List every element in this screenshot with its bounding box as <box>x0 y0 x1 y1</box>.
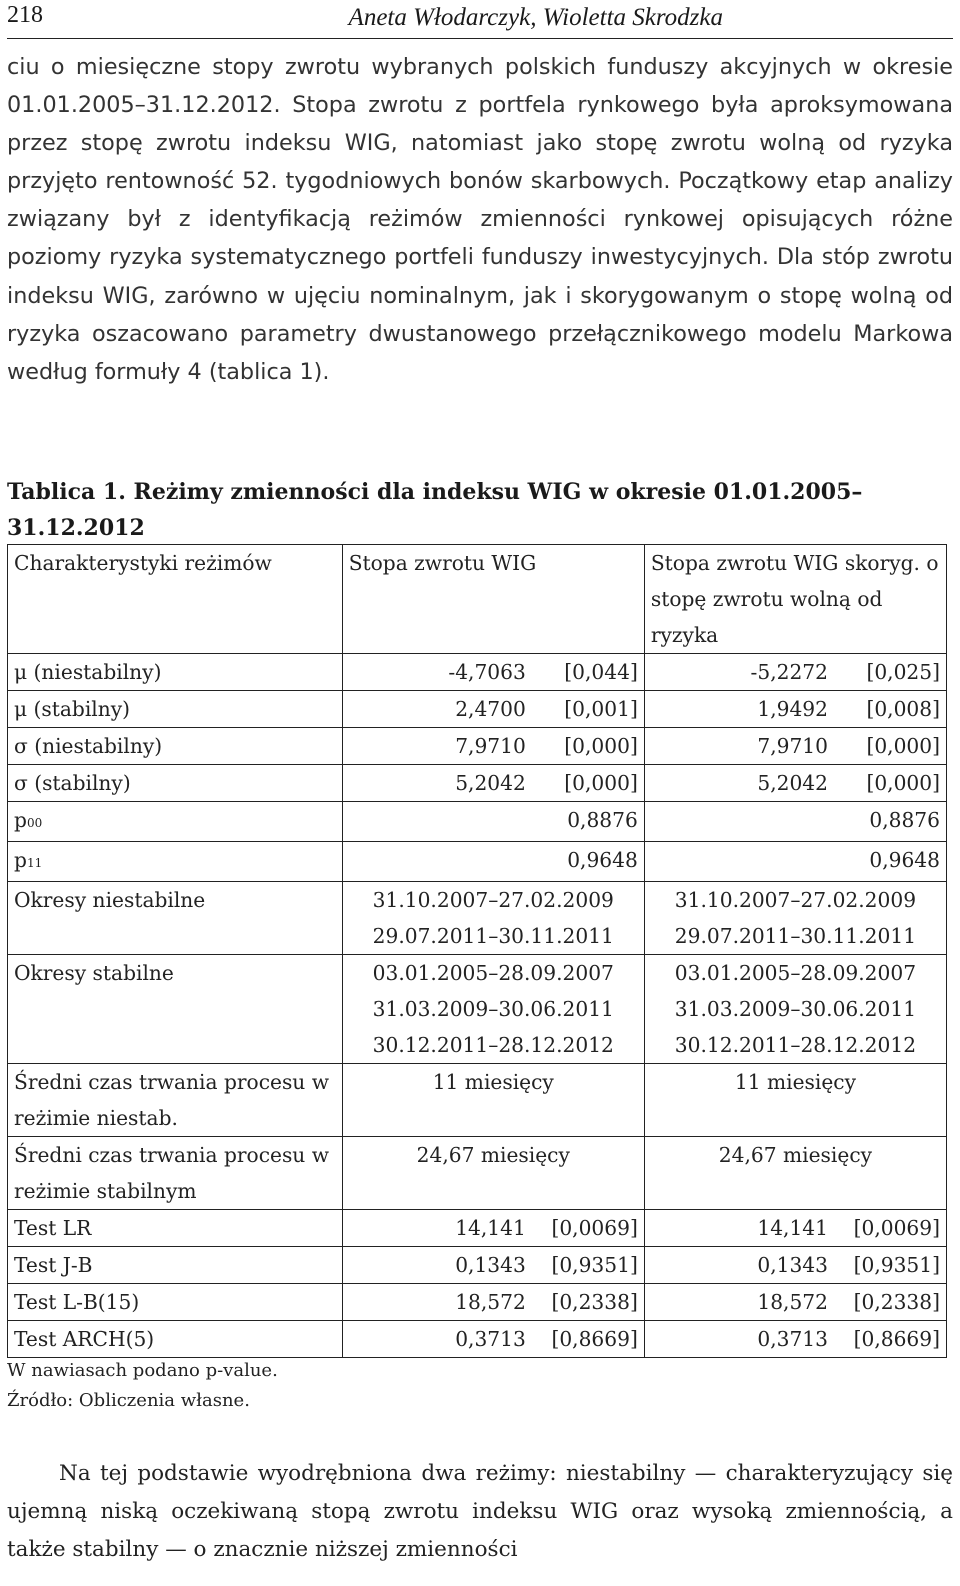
row-label: Test J-B <box>8 1247 343 1284</box>
table-notes <box>7 1356 278 1416</box>
p-value: [0,2338] <box>853 1290 940 1314</box>
row-label: σ (niestabilny) <box>8 728 343 765</box>
cell-value <box>342 1210 644 1247</box>
cell-periods <box>342 955 644 1064</box>
label-subscript: 00 <box>26 816 43 830</box>
cell-value <box>644 1321 946 1358</box>
row-label: Średni czas trwania procesu w reżimie stabilnym <box>8 1137 343 1210</box>
statistic: 0,3713 <box>757 1327 828 1351</box>
cell-value <box>342 1321 644 1358</box>
statistic: 0,1343 <box>757 1253 828 1277</box>
running-head-authors: Aneta Włodarczyk, Wioletta Skrodzka <box>348 4 723 31</box>
table-row-test <box>8 1210 947 1247</box>
row-label: Okresy stabilne <box>8 955 343 1064</box>
cell-value <box>644 1247 946 1284</box>
period: 31.10.2007–27.02.2009 <box>372 888 614 912</box>
estimate: -5,2272 <box>750 660 828 684</box>
period: 29.07.2011–30.11.2011 <box>674 924 917 948</box>
cell-value <box>644 1210 946 1247</box>
table-header-row <box>8 545 947 654</box>
row-label: Średni czas trwania procesu w reżimie niestab. <box>8 1064 343 1137</box>
p-value: [0,0069] <box>853 1216 940 1240</box>
p-value: [0,008] <box>866 697 940 721</box>
label-subscript: 11 <box>26 856 43 870</box>
period: 31.03.2009–30.06.2011 <box>372 997 614 1021</box>
p-value: [0,9351] <box>853 1253 940 1277</box>
period: 03.01.2005–28.09.2007 <box>372 961 614 985</box>
p-value: [0,8669] <box>853 1327 940 1351</box>
p-value: [0,0069] <box>551 1216 638 1240</box>
estimate: 1,9492 <box>757 697 828 721</box>
table-row-periods-unstable <box>8 882 947 955</box>
p-value: [0,8669] <box>551 1327 638 1351</box>
row-label: μ (niestabilny) <box>8 654 343 691</box>
label-symbol: p <box>14 848 27 872</box>
statistic: 18,572 <box>757 1290 828 1314</box>
p-value: [0,000] <box>866 734 940 758</box>
header-wig-adjusted-return: Stopa zwrotu WIG skoryg. o stopę zwrotu wolną od ryzyka <box>644 545 946 654</box>
estimate: -4,7063 <box>448 660 526 684</box>
row-label: Test LR <box>8 1210 343 1247</box>
table-row-test <box>8 1284 947 1321</box>
row-label: Test ARCH(5) <box>8 1321 343 1358</box>
table-row <box>8 802 947 842</box>
cell-value <box>644 654 946 691</box>
paragraph-text: Na tej podstawie wyodrębniona dwa reżimy: niestabilny — charakteryzujący się ujemną niską oczekiwaną stopą zwrotu indeksu WIG oraz wysoką zmiennością, a także stabilny — o znacznie niższej zmienności <box>7 1461 953 1562</box>
row-label: μ (stabilny) <box>8 691 343 728</box>
p-value: [0,2338] <box>551 1290 638 1314</box>
header-characteristics: Charakterystyki reżimów <box>8 545 343 654</box>
cell-periods <box>342 882 644 955</box>
statistic: 14,141 <box>757 1216 828 1240</box>
estimate: 7,9710 <box>757 734 828 758</box>
row-label <box>8 842 343 882</box>
cell-value <box>644 1284 946 1321</box>
estimate: 0,9648 <box>869 848 940 872</box>
period: 31.03.2009–30.06.2011 <box>674 997 917 1021</box>
statistic: 0,3713 <box>455 1327 526 1351</box>
cell-periods <box>644 955 946 1064</box>
period: 30.12.2011–28.12.2012 <box>674 1033 917 1057</box>
table-row <box>8 842 947 882</box>
estimate: 5,2042 <box>455 771 526 795</box>
estimate: 2,4700 <box>455 697 526 721</box>
table-row-duration-stable <box>8 1137 947 1210</box>
regimes-table <box>7 544 947 1358</box>
row-label: Test L-B(15) <box>8 1284 343 1321</box>
table-row <box>8 765 947 802</box>
p-value: [0,9351] <box>551 1253 638 1277</box>
estimate: 7,9710 <box>455 734 526 758</box>
table-row-periods-stable <box>8 955 947 1064</box>
page-header <box>7 0 953 39</box>
cell-periods <box>644 882 946 955</box>
cell-value <box>342 1247 644 1284</box>
table-row-test <box>8 1321 947 1358</box>
period: 30.12.2011–28.12.2012 <box>372 1033 614 1057</box>
cell-value <box>644 802 946 842</box>
header-wig-return: Stopa zwrotu WIG <box>342 545 644 654</box>
period: 29.07.2011–30.11.2011 <box>372 924 614 948</box>
estimate: 0,9648 <box>567 848 638 872</box>
row-label: σ (stabilny) <box>8 765 343 802</box>
cell-duration: 11 miesięcy <box>342 1064 644 1137</box>
p-value: [0,044] <box>564 660 638 684</box>
statistic: 0,1343 <box>455 1253 526 1277</box>
estimate: 5,2042 <box>757 771 828 795</box>
row-label: Okresy niestabilne <box>8 882 343 955</box>
pvalue-note: W nawiasach podano p-value. <box>7 1360 278 1381</box>
cell-value <box>644 728 946 765</box>
cell-duration: 11 miesięcy <box>644 1064 946 1137</box>
p-value: [0,000] <box>564 734 638 758</box>
p-value: [0,025] <box>866 660 940 684</box>
body-paragraph-top: ciu o miesięczne stopy zwrotu wybranych polskich funduszy akcyjnych w okresie 01.01.2005–31.12.2012. Stopa zwrotu z portfela rynkowego była aproksymowana przez stopę zwrotu indeksu WIG, natomiast jako stopę zwrotu wolną od ryzyka przyjęto rentowność 52. tygodniowych bonów skarbowych. Początkowy etap analizy związany był z identyfikacją reżimów zmienności rynkowej opisujących różne poziomy ryzyka systematycznego portfeli funduszy inwestycyjnych. Dla stóp zwrotu indeksu WIG, zarówno w ujęciu nominalnym, jak i skorygowanym o stopę wolną od ryzyka oszacowano parametry dwustanowego przełącznikowego modelu Markowa według formuły 4 (tablica 1). <box>7 54 953 385</box>
period: 31.10.2007–27.02.2009 <box>674 888 917 912</box>
p-value: [0,000] <box>564 771 638 795</box>
estimate: 0,8876 <box>567 808 638 832</box>
cell-value <box>644 691 946 728</box>
cell-value <box>342 1284 644 1321</box>
p-value: [0,001] <box>564 697 638 721</box>
row-label <box>8 802 343 842</box>
cell-value <box>644 765 946 802</box>
cell-value <box>342 654 644 691</box>
cell-value <box>342 728 644 765</box>
statistic: 18,572 <box>455 1290 526 1314</box>
table-row <box>8 728 947 765</box>
label-symbol: p <box>14 808 27 832</box>
table-row-duration-unstable <box>8 1064 947 1137</box>
cell-value <box>342 802 644 842</box>
cell-duration: 24,67 miesięcy <box>644 1137 946 1210</box>
period: 03.01.2005–28.09.2007 <box>674 961 917 985</box>
table-row <box>8 654 947 691</box>
source-note: Źródło: Obliczenia własne. <box>7 1390 250 1411</box>
statistic: 14,141 <box>455 1216 526 1240</box>
p-value: [0,000] <box>866 771 940 795</box>
cell-value <box>644 842 946 882</box>
table-row-test <box>8 1247 947 1284</box>
cell-value <box>342 691 644 728</box>
cell-value <box>342 842 644 882</box>
body-paragraph-bottom <box>7 1455 953 1569</box>
page-number: 218 <box>7 2 43 28</box>
table-caption: Tablica 1. Reżimy zmienności dla indeksu WIG w okresie 01.01.2005–31.12.2012 <box>7 479 863 541</box>
cell-value <box>342 765 644 802</box>
estimate: 0,8876 <box>869 808 940 832</box>
cell-duration: 24,67 miesięcy <box>342 1137 644 1210</box>
table-row <box>8 691 947 728</box>
